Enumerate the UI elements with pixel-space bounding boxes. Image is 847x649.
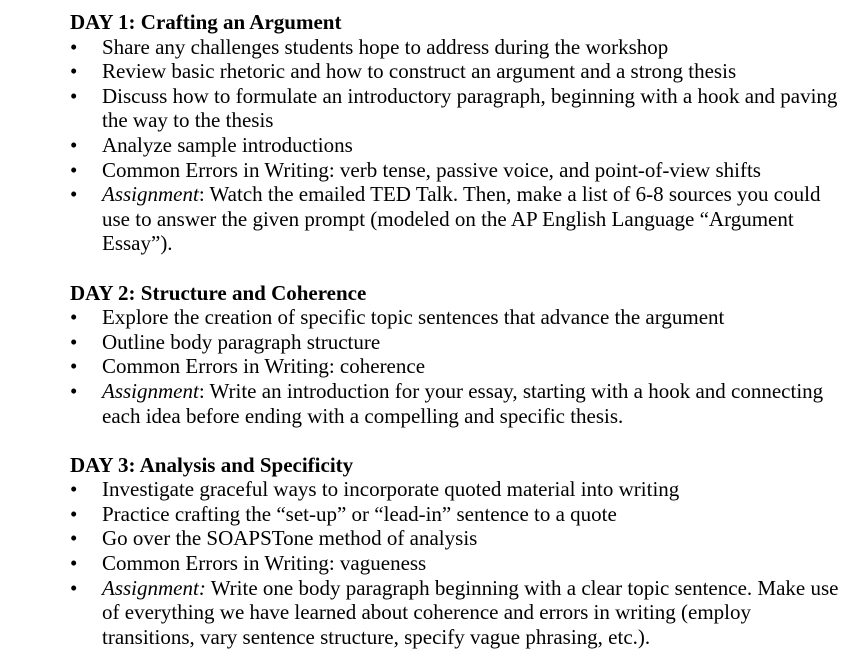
bullet-icon: •: [70, 132, 78, 157]
item-text: Practice crafting the “set-up” or “lead-in” sentence to a quote: [102, 501, 617, 526]
assignment-item: [70, 576, 847, 649]
item-text: Go over the SOAPSTone method of analysis: [102, 526, 478, 551]
item-text: : Write an introduction for your essay, starting with a hook and connecting each idea before ending with a compelling and specific thesis.: [102, 378, 824, 428]
item-text: Write one body paragraph beginning with a clear topic sentence. Make use of everything we have learned about coherence and errors in writing (employ transitions, vary sentence structure, specify vague phrasing, etc.).: [102, 575, 839, 649]
day-section: [70, 281, 847, 429]
assignment-label: Assignment: [102, 378, 199, 403]
bullet-icon: •: [70, 157, 78, 182]
bullet-list: [70, 477, 847, 649]
item-text: Review basic rhetoric and how to construct an argument and a strong thesis: [102, 59, 737, 84]
item-text: Common Errors in Writing: vagueness: [102, 551, 427, 576]
list-item: [70, 59, 847, 84]
assignment-item: [70, 182, 847, 256]
assignment-label: Assignment: [102, 182, 199, 207]
item-text: Common Errors in Writing: coherence: [102, 354, 426, 379]
bullet-icon: •: [70, 551, 78, 576]
day-heading: DAY 3: Analysis and Specificity: [70, 452, 354, 477]
item-text: Analyze sample introductions: [102, 132, 353, 157]
bullet-icon: •: [70, 378, 78, 403]
bullet-icon: •: [70, 477, 78, 502]
bullet-icon: •: [70, 501, 78, 526]
day-section: [70, 10, 847, 256]
bullet-icon: •: [70, 354, 78, 379]
item-text: Investigate graceful ways to incorporate quoted material into writing: [102, 477, 680, 502]
bullet-list: [70, 35, 847, 256]
bullet-icon: •: [70, 329, 78, 354]
day-heading: DAY 1: Crafting an Argument: [70, 10, 342, 34]
list-item: [70, 354, 847, 379]
list-item: [70, 551, 847, 576]
item-text: Discuss how to formulate an introductory paragraph, beginning with a hook and paving the way to the thesis: [102, 83, 838, 133]
bullet-icon: •: [70, 182, 78, 207]
bullet-icon: •: [70, 305, 78, 330]
list-item: [70, 477, 847, 502]
bullet-icon: •: [70, 526, 78, 551]
bullet-icon: •: [70, 59, 78, 84]
list-item: [70, 84, 847, 133]
item-text: Explore the creation of specific topic sentences that advance the argument: [102, 305, 725, 330]
list-item: [70, 330, 847, 355]
list-item: [70, 305, 847, 330]
bullet-icon: •: [70, 83, 78, 108]
bullet-icon: •: [70, 575, 78, 600]
list-item: [70, 502, 847, 527]
bullet-icon: •: [70, 34, 78, 59]
list-item: [70, 35, 847, 60]
assignment-label: Assignment:: [102, 575, 206, 600]
item-text: Share any challenges students hope to address during the workshop: [102, 34, 669, 59]
day-heading: DAY 2: Structure and Coherence: [70, 280, 367, 305]
list-item: [70, 133, 847, 158]
item-text: Common Errors in Writing: verb tense, passive voice, and point-of-view shifts: [102, 157, 761, 182]
item-text: : Watch the emailed TED Talk. Then, make a list of 6-8 sources you could use to answer the given prompt (modeled on the AP English Language “Argument Essay”).: [102, 182, 821, 256]
day-section: [70, 453, 847, 649]
item-text: Outline body paragraph structure: [102, 329, 381, 354]
bullet-list: [70, 305, 847, 428]
assignment-item: [70, 379, 847, 428]
list-item: [70, 526, 847, 551]
list-item: [70, 158, 847, 183]
